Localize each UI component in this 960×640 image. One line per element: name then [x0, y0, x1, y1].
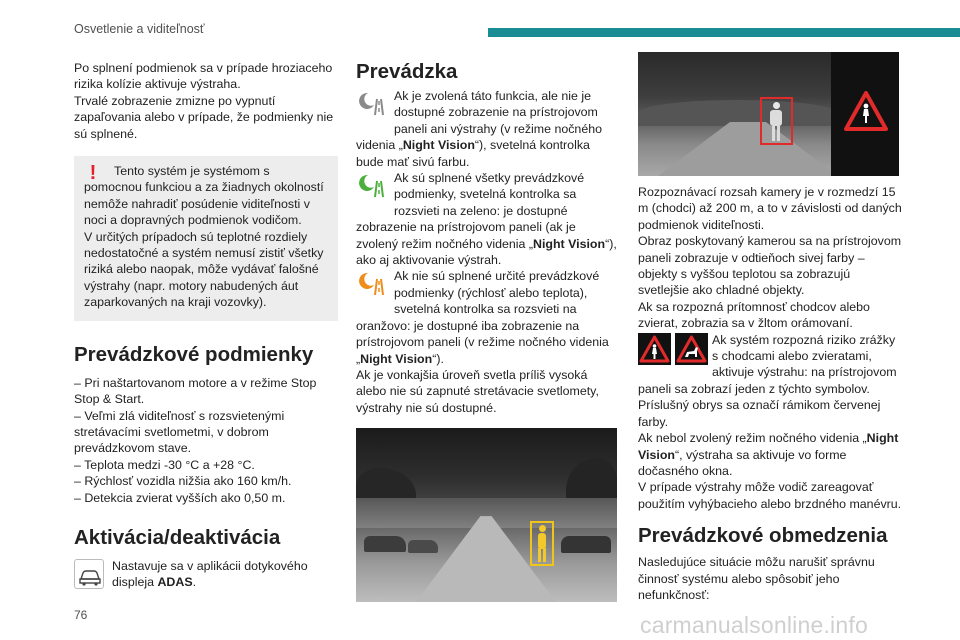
- operation-heading: Prevádzka: [356, 60, 458, 83]
- header-title: Osvetlenie a viditeľnosť: [74, 22, 205, 36]
- night-vision-lamp-green-icon: [356, 171, 386, 201]
- list-item: – Teplota medzi -30 °C a +28 °C.: [74, 457, 255, 472]
- list-item: – Rýchlosť vozidla nižšia ako 160 km/h.: [74, 474, 292, 489]
- list-item: – Pri naštartovanom motore a v režime Stop Stop & Start.: [74, 375, 317, 407]
- lamp-orange-text: Ak nie sú splnené určité prevádzkové podmienky (rýchlosť alebo teplota), svetelná kontrolka sa rozsvieti na oranžovo: je dostupné iba zobrazenie na prístrojovom paneli (v režime nočného videnia „Night Vision“).: [356, 269, 609, 366]
- activation-text: Nastavuje sa v aplikácii dotykového displeja ADAS.: [112, 558, 308, 590]
- exclamation-icon: !: [89, 162, 97, 185]
- pedestrian-figure: [769, 102, 783, 142]
- activation-heading: Aktivácia/deaktivácia: [74, 525, 281, 549]
- night-vision-image: [356, 428, 617, 602]
- night-vision-lamp-orange-icon: [356, 269, 386, 299]
- conditions-list: [74, 375, 338, 506]
- car-settings-icon: [74, 559, 104, 589]
- warning-box: [74, 156, 338, 321]
- pedestrian-alert-icon: [638, 333, 671, 365]
- night-vision-lamp-grey-icon: [356, 89, 386, 119]
- animal-alert-icon: [675, 333, 708, 365]
- frame-text: Ak sa rozpozná prítomnosť chodcov alebo zvierat, zobrazia sa v žltom orámovaní.: [638, 299, 870, 331]
- activation-paragraph: [74, 558, 338, 591]
- pedestrian-figure: [536, 525, 548, 563]
- grayscale-text: Obraz poskytovaný kamerou sa na prístrojovom paneli zobrazuje v odtieňoch sivej farby – objekty s vyššou teplotou sa zobrazujú svetlejšie ako chladné objekty.: [638, 234, 902, 298]
- limits-text: Nasledujúce situácie môžu narušiť správnu činnosť systému alebo spôsobiť jeho nefunkčnosť:: [638, 555, 875, 602]
- warning-text: V určitých prípadoch sú teplotné rozdiely nedostatočné a systém nemusí zistiť všetky riziká alebo naopak, môže vydávať falošné výstrahy (napr. motory nabudených áut zaparkovaných na kraji vozovky).: [84, 229, 324, 310]
- limits-heading: Prevádzkové obmedzenia: [638, 524, 888, 548]
- lamp-orange-paragraph: [356, 268, 620, 366]
- lamp-green-paragraph: [356, 170, 620, 268]
- pedestrian-warning-icon: [843, 90, 889, 132]
- list-item: – Veľmi zlá viditeľnosť s rozsvietenými stretávacími svetlometmi, v dobrom prevádzkovom stave.: [74, 408, 285, 456]
- range-text: Rozpoznávací rozsah kamery je v rozmedzí 15 m (chodci) až 200 m, a to v závislosti od daných podmienok viditeľnosti.: [638, 185, 902, 232]
- page-number: 76: [74, 608, 88, 622]
- conditions-heading: Prevádzkové podmienky: [74, 342, 314, 366]
- driver-reaction-text: V prípade výstrahy môže vodič zareagovať použitím vyhýbacieho alebo brzdného manévru.: [638, 480, 902, 511]
- header-accent-bar: [488, 28, 960, 37]
- alert-symbols-text: Ak systém rozpozná riziko zrážky s chodcami alebo zvieratami, aktivuje výstrahu: na prístrojovom paneli sa zobrazí jeden z týchto symbolov. Príslušný obrys sa označí rámikom červenej farby.: [638, 332, 897, 429]
- warning-text: Tento systém je systémom s pomocnou funkciou a za žiadnych okolností nemôže nahradiť posúdenie viditeľnosti v noci a dopravných podmienok vodičom.: [84, 164, 324, 228]
- night-vision-alert-image: [638, 52, 899, 176]
- intro-paragraph: Trvalé zobrazenie zmizne po vypnutí zapaľovania alebo v prípade, že podmienky nie sú splnené.: [74, 93, 334, 141]
- column-right: [638, 52, 902, 603]
- column-middle: [356, 60, 620, 602]
- light-level-text: Ak je vonkajšia úroveň svetla príliš vysoká alebo nie sú zapnuté stretávacie svetlomety, výstrahy nie sú dostupné.: [356, 367, 599, 415]
- intro-paragraph: Po splnení podmienok sa v prípade hroziaceho rizika kolízie aktivuje výstraha.: [74, 61, 333, 92]
- lamp-green-text: Ak sú splnené všetky prevádzkové podmienky, svetelná kontrolka sa rozsvieti na zeleno: je dostupné zobrazenie na prístrojovom paneli (ak je zvolený režim nočného videnia „Night Vision“), ako aj aktivovanie výstrah.: [356, 171, 617, 268]
- lamp-grey-paragraph: [356, 88, 620, 170]
- column-left: [74, 60, 338, 591]
- list-item: – Detekcia zvierat vyšších ako 0,50 m.: [74, 490, 286, 505]
- lamp-grey-text: Ak je zvolená táto funkcia, ale nie je dostupné zobrazenie na prístrojovom paneli ani výstrahy (v režime nočného videnia „Night Vision“), svetelná kontrolka bude mať sivú farbu.: [356, 89, 602, 169]
- watermark: carmanualsonline.info: [640, 612, 868, 638]
- temporary-window-text: Ak nebol zvolený režim nočného videnia „Night Vision“, výstraha sa aktivuje vo forme dočasného okna.: [638, 431, 899, 478]
- alert-symbols-paragraph: [638, 332, 902, 430]
